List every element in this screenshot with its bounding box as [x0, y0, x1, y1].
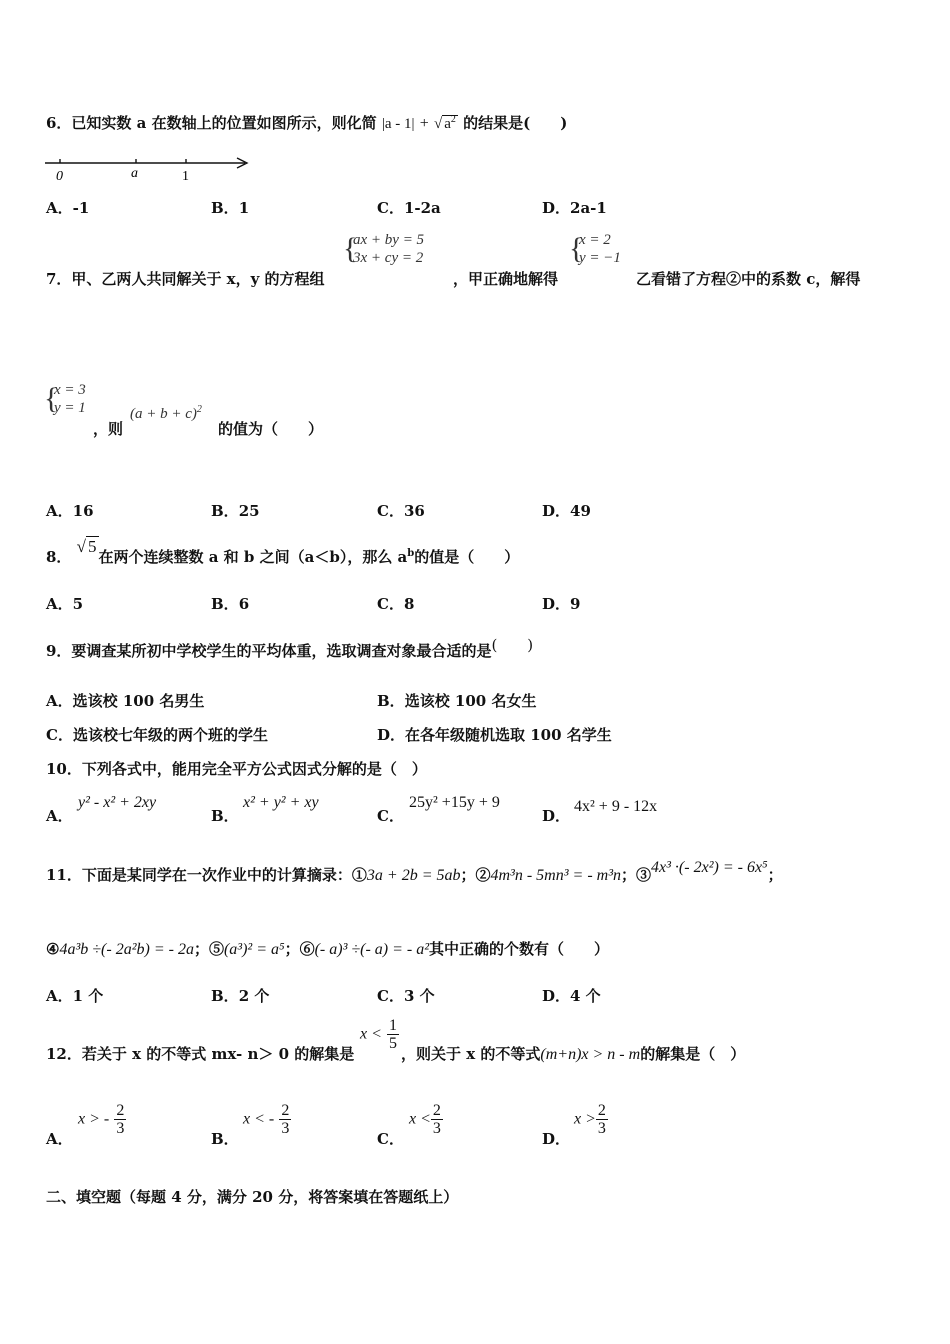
q6-abs-expr: |a - 1|: [381, 116, 415, 132]
q6-option-b[interactable]: B．1: [211, 199, 250, 217]
label-a: a: [131, 166, 138, 181]
q8-option-d[interactable]: D．9: [542, 595, 581, 613]
q12-option-b-expr: x < - $\frac{2}{3}$: [243, 1102, 290, 1137]
q7-text: 7．甲、乙两人共同解关于 x，y 的方程组: [46, 270, 325, 288]
q11-option-a[interactable]: A．1 个: [46, 987, 104, 1005]
question-8: 8． √ 5在两个连续整数 a 和 b 之间（a＜b），那么 $a^b$的值是（ ）: [46, 537, 520, 566]
q7-equation-system: { ax + by = 5 3x + cy = 2: [345, 231, 424, 267]
label-1: 1: [182, 169, 189, 184]
q9-option-a[interactable]: A．选该校 100 名男生: [46, 692, 205, 710]
q8-option-c[interactable]: C．8: [377, 595, 415, 613]
question-11-line2: ④4a³b ÷(- 2a²b) = - 2a；⑤(a³)² = a⁵；⑥(- a)³ ÷(- a) = - a²其中正确的个数有（ ）: [46, 940, 610, 958]
q9-option-b[interactable]: B．选该校 100 名女生: [377, 692, 537, 710]
question-11-line1: 11．下面是某同学在一次作业中的计算摘录：①3a + 2b = 5ab；②4m³n - 5mn³ = - m³n；③4x³ ·(- 2x²) = - 6x⁵；: [46, 859, 783, 884]
q11-expr-6: (- a)³ ÷(- a) = - a²: [314, 941, 430, 958]
q10-option-c-expr: 25y² +15y + 9: [409, 794, 500, 811]
q10-option-a[interactable]: A．: [46, 807, 73, 825]
q6-plus: +: [419, 115, 429, 132]
q7-option-a[interactable]: A．16: [46, 502, 94, 520]
q6-sqrt: √ $a^2$: [434, 114, 456, 132]
q7-solution-correct: { x = 2 y = −1: [571, 231, 621, 267]
q12-solution-set: x < $\frac{1}{5}$: [360, 1017, 397, 1052]
q7-tail: 乙看错了方程②中的系数 c，解得: [636, 270, 861, 288]
q12-option-c-expr: x < $\frac{2}{3}$: [409, 1102, 441, 1137]
q12-option-a[interactable]: A．: [46, 1130, 73, 1148]
q11-expr-5: (a³)² = a⁵: [223, 941, 285, 958]
q7-expression: $(a + b + c)^2$: [130, 404, 202, 422]
q10-option-a-expr: y² - x² + 2xy: [78, 794, 157, 811]
q12-option-d-expr: x > $\frac{2}{3}$: [574, 1102, 606, 1137]
q9-option-c[interactable]: C．选该校七年级的两个班的学生: [46, 726, 268, 744]
section-2-heading: 二、填空题（每题 4 分，满分 20 分，将答案填在答题纸上）: [46, 1188, 459, 1206]
q6-option-a[interactable]: A．-1: [46, 199, 90, 217]
q6-option-c[interactable]: C．1-2a: [377, 199, 441, 217]
q10-option-d-expr: 4x² + 9 - 12x: [574, 798, 658, 815]
q10-text: 10．下列各式中，能用完全平方公式因式分解的是（ ）: [46, 760, 427, 778]
q7-suffix: 的值为（ ）: [218, 420, 324, 438]
q12-text: 12．若关于 x 的不等式 mx- n＞ 0 的解集是: [46, 1045, 355, 1063]
label-0: 0: [56, 169, 63, 184]
q6-text: 6．已知实数 a 在数轴上的位置如图所示，则化简: [46, 114, 377, 132]
q11-expr-3: 4x³ ·(- 2x²) = - 6x⁵: [651, 859, 768, 876]
q6-suffix: 的结果是( ): [463, 114, 568, 132]
q10-option-b[interactable]: B．: [211, 807, 239, 825]
q12-inequality: (m+n)x > n - m: [540, 1046, 641, 1063]
q12-option-c[interactable]: C．: [377, 1130, 404, 1148]
q8-option-a[interactable]: A．5: [46, 595, 84, 613]
question-12-tail: ，则关于 x 的不等式(m+n)x > n - m的解集是（ ）: [401, 1045, 746, 1063]
q12-option-d[interactable]: D．: [542, 1130, 571, 1148]
question-6: [46, 112, 567, 133]
q11-option-c[interactable]: C．3 个: [377, 987, 435, 1005]
q6-option-d[interactable]: D．2a-1: [542, 199, 607, 217]
q10-option-d[interactable]: D．: [542, 807, 571, 825]
q7-solution-wrong: { x = 3 y = 1: [46, 381, 86, 417]
q11-expr-2: 4m³n - 5mn³ = - m³n: [490, 867, 622, 884]
q9-paren: ( ): [491, 636, 534, 654]
q10-option-b-expr: x² + y² + xy: [243, 794, 319, 811]
q11-option-d[interactable]: D．4 个: [542, 987, 601, 1005]
q11-option-b[interactable]: B．2 个: [211, 987, 270, 1005]
q7-mid: ，甲正确地解得: [453, 270, 559, 288]
q8-sqrt: √ 5: [76, 537, 97, 556]
q12-option-a-expr: x > - $\frac{2}{3}$: [78, 1102, 125, 1137]
q7-then: ，则: [93, 420, 124, 438]
q12-option-b[interactable]: B．: [211, 1130, 239, 1148]
q11-expr-4: 4a³b ÷(- 2a²b) = - 2a: [59, 941, 194, 958]
question-9: 9．要调查某所初中学校学生的平均体重，选取调查对象最合适的是( ): [46, 636, 534, 660]
q11-expr-1: 3a + 2b = 5ab: [366, 867, 461, 884]
q7-option-d[interactable]: D．49: [542, 502, 591, 520]
q10-option-c[interactable]: C．: [377, 807, 404, 825]
q8-option-b[interactable]: B．6: [211, 595, 250, 613]
q7-option-b[interactable]: B．25: [211, 502, 260, 520]
q7-option-c[interactable]: C．36: [377, 502, 425, 520]
number-line: [40, 152, 260, 186]
q9-option-d[interactable]: D．在各年级随机选取 100 名学生: [377, 726, 612, 744]
